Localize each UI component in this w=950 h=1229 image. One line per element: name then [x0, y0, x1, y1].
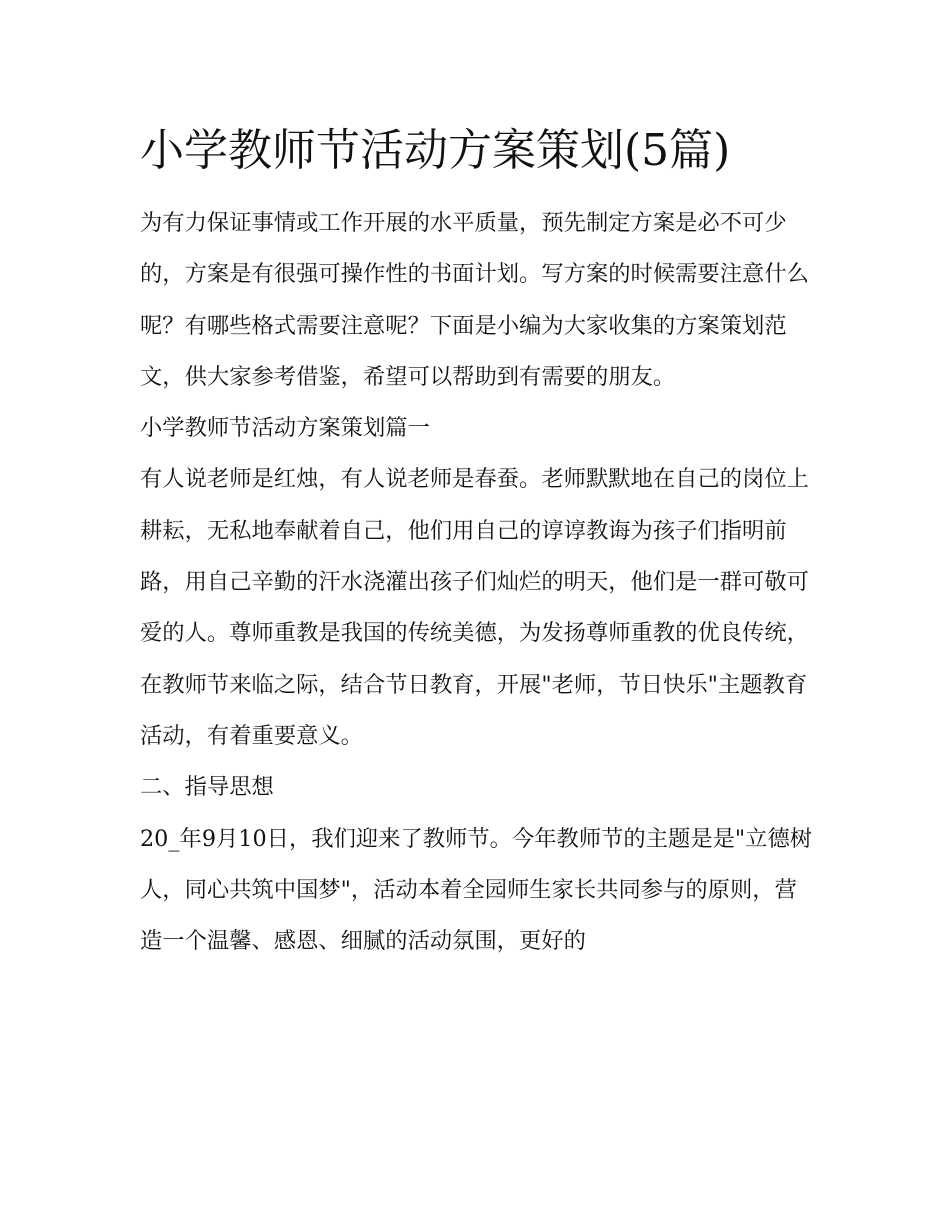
intro-paragraph: 为有力保证事情或工作开展的水平质量，预先制定方案是必不可少的，方案是有很强可操作性的书面计划。写方案的时候需要注意什么呢？有哪些格式需要注意呢？下面是小编为大家收集的方案策划范文，供大家参考借鉴，希望可以帮助到有需要的朋友。 — [140, 210, 809, 390]
document-title — [140, 118, 816, 184]
section-heading-part-one: 小学教师节活动方案策划篇一 — [140, 415, 430, 442]
part-one-paragraph: 有人说老师是红烛，有人说老师是春蚕。老师默默地在自己的岗位上耕耘，无私地奉献着自己，他们用自己的谆谆教诲为孩子们指明前路，用自己辛勤的汗水浇灌出孩子们灿烂的明天，他们是一群可敬可爱的人。尊师重教是我国的传统美德，为发扬尊师重教的优良传统，在教师节来临之际，结合节日教育，开展"老师，节日快乐"主题教育活动，有着重要意义。 — [140, 466, 809, 749]
section-heading-guiding-ideology: 二、指导思想 — [140, 774, 274, 801]
guiding-ideology-paragraph: 20_年9月10日，我们迎来了教师节。今年教师节的主题是是"立德树人，同心共筑中国梦"，活动本着全园师生家长共同参与的原则，营造一个温馨、感恩、细腻的活动氛围，更好的 — [140, 825, 813, 955]
document-body — [140, 198, 816, 967]
document-title-text: 小学教师节活动方案策划(5篇) — [140, 125, 731, 176]
document-page — [140, 118, 816, 967]
